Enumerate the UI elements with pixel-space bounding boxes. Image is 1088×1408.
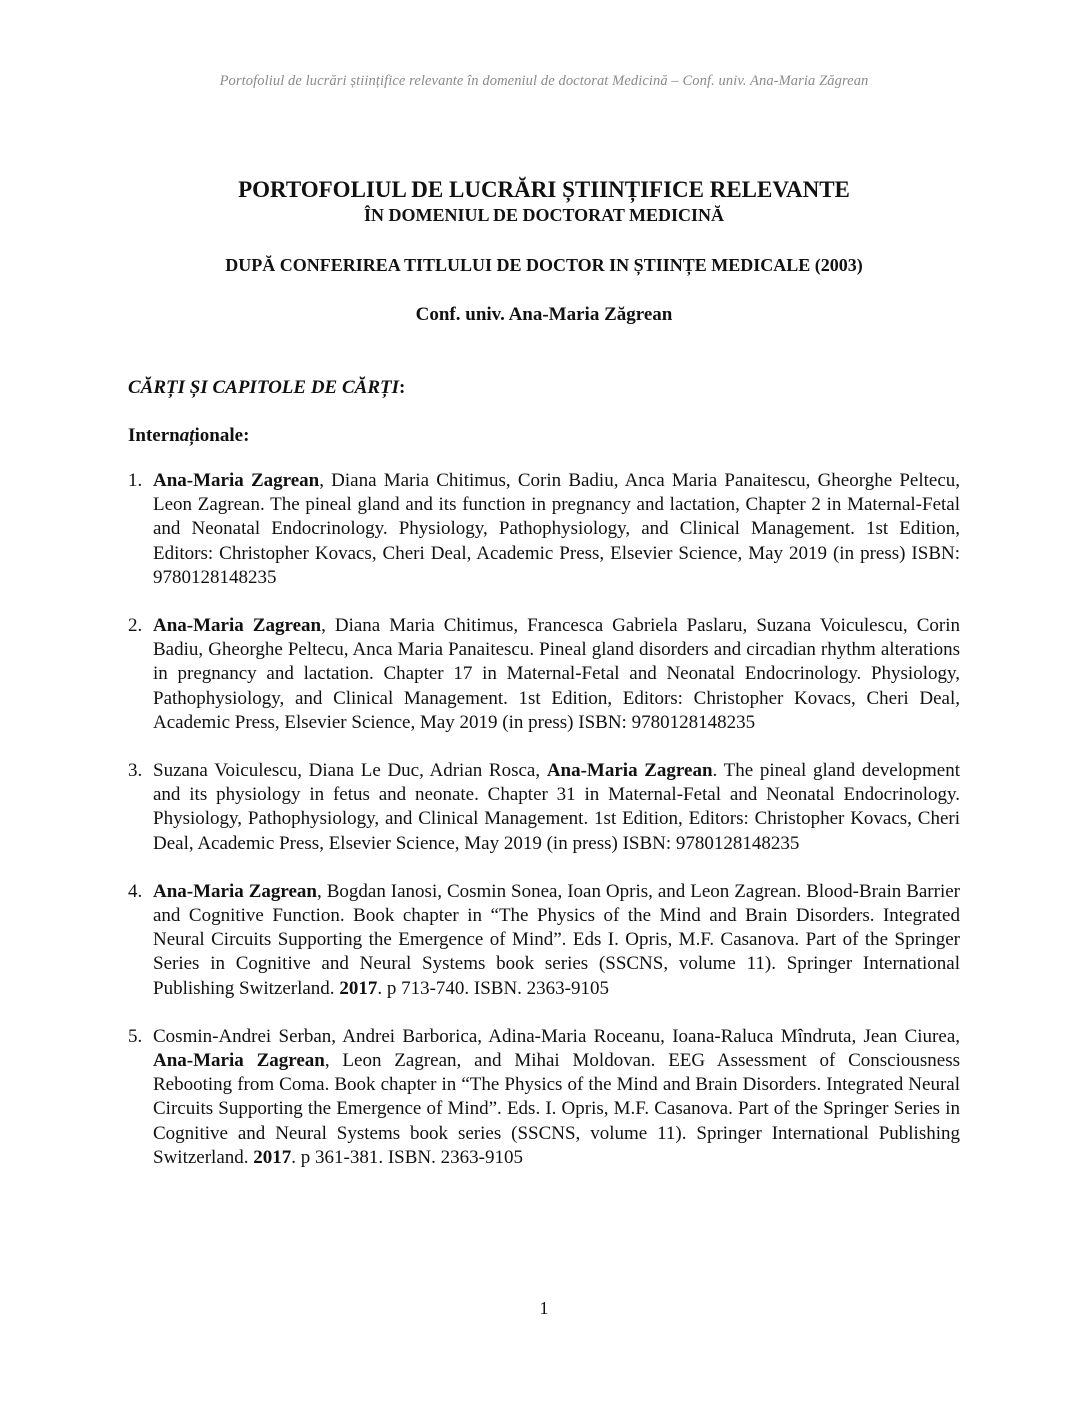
reference-highlight-author: Ana-Maria Zagrean <box>153 615 322 637</box>
reference-body: , Leon Zagrean, and Mihai Moldovan. EEG Assessment of Consciousness Rebooting from Coma. Book chapter in “The Physics of the Mind and Brain Disorders. Integrated Neural Circuits Supporting the Emergence of Mind”. Eds. I. Opris, M.F. Casanova. Part of the Springer Series in Cognitive and Neural Systems book series (SSCNS, volume 11). Springer International Publishing Switzerland. <box>153 1050 960 1168</box>
section-heading <box>128 377 405 399</box>
reference-item <box>128 880 960 1001</box>
reference-highlight-author: Ana-Maria Zagrean <box>153 880 317 902</box>
reference-number: 1. <box>128 470 143 491</box>
document-subtitle: ÎN DOMENIUL DE DOCTORAT MEDICINĂ <box>363 205 725 225</box>
reference-list <box>128 469 960 1194</box>
reference-body: , Diana Maria Chitimus, Corin Badiu, Anca Maria Panaitescu, Gheorghe Peltecu, Leon Zagrean. The pineal gland and its function in pregnancy and lactation, Chapter 2 in Maternal-Fetal and Neonatal Endocrinology. Physiology, Pathophysiology, and Clinical Management. 1st Edition, Editors: Christopher Kovacs, Cheri Deal, Academic Press, Elsevier Science, May 2019 (in press) ISBN: 9780128148235 <box>153 470 961 588</box>
reference-number: 4. <box>128 880 143 902</box>
subsection-text-c: ionale: <box>194 425 250 446</box>
subsection-text-b: aț <box>179 425 195 446</box>
document-title: PORTOFOLIUL DE LUCRĂRI ȘTIINȚIFICE RELEVANTE <box>238 177 850 202</box>
reference-body: , Diana Maria Chitimus, Francesca Gabriela Paslaru, Suzana Voiculescu, Corin Badiu, Gheorghe Peltecu, Anca Maria Panaitescu. Pineal gland disorders and circadian rhythm alterations in pregnancy and lactation. Chapter 17 in Maternal-Fetal and Neonatal Endocrinology. Physiology, Pathophysiology, and Clinical Management. 1st Edition, Editors: Christopher Kovacs, Cheri Deal, Academic Press, Elsevier Science, May 2019 (in press) ISBN: 9780128148235 <box>153 615 961 733</box>
reference-highlight-author: Ana-Maria Zagrean <box>153 1050 325 1072</box>
reference-tail: . p 713-740. ISBN. 2363-9105 <box>377 977 610 999</box>
reference-year: 2017 <box>253 1146 292 1168</box>
reference-item <box>128 759 960 856</box>
reference-tail: . p 361-381. ISBN. 2363-9105 <box>291 1146 523 1168</box>
section-heading-text: CĂRȚI ȘI CAPITOLE DE CĂRȚI <box>128 377 400 398</box>
reference-body: . The pineal gland development and its physiology in fetus and neonate. Chapter 31 in Maternal-Fetal and Neonatal Endocrinology. Physiology, Pathophysiology, and Clinical Management. 1st Edition, Editors: Christopher Kovacs, Cheri Deal, Academic Press, Elsevier Science, May 2019 (in press) ISBN: 9780128148235 <box>153 760 960 854</box>
reference-authors-before: Cosmin-Andrei Serban, Andrei Barborica, Adina-Maria Roceanu, Ioana-Raluca Mîndruta, Jean Ciurea, <box>153 1025 960 1047</box>
reference-item <box>128 469 960 590</box>
reference-body: , Bogdan Ianosi, Cosmin Sonea, Ioan Opris, and Leon Zagrean. Blood-Brain Barrier and Cognitive Function. Book chapter in “The Physics of the Mind and Brain Disorders. Integrated Neural Circuits Supporting the Emergence of Mind”. Eds I. Opris, M.F. Casanova. Part of the Springer Series in Cognitive and Neural Systems book series (SSCNS, volume 11). Springer International Publishing Switzerland. <box>153 880 960 999</box>
reference-number: 2. <box>128 615 143 637</box>
document-period: DUPĂ CONFERIREA TITLULUI DE DOCTOR IN ȘTIINȚE MEDICALE (2003) <box>225 255 863 275</box>
section-heading-colon: : <box>399 377 406 398</box>
reference-year: 2017 <box>339 977 378 999</box>
reference-item <box>128 614 960 735</box>
reference-number: 5. <box>128 1025 143 1047</box>
reference-authors-before: Suzana Voiculescu, Diana Le Duc, Adrian Rosca, <box>153 760 547 782</box>
document-author: Conf. univ. Ana-Maria Zăgrean <box>415 304 673 325</box>
reference-number: 3. <box>128 760 143 782</box>
page-number: 1 <box>539 1298 549 1318</box>
reference-item <box>128 1025 960 1170</box>
title-block <box>0 176 1088 327</box>
reference-highlight-author: Ana-Maria Zagrean <box>546 760 713 782</box>
reference-highlight-author: Ana-Maria Zagrean <box>153 470 320 491</box>
subsection-heading <box>128 425 249 447</box>
running-header: Portofoliul de lucrări științifice relevante în domeniul de doctorat Medicină – Conf. univ. Ana-Maria Zăgrean <box>219 73 869 89</box>
subsection-text-a: Intern <box>128 425 180 446</box>
